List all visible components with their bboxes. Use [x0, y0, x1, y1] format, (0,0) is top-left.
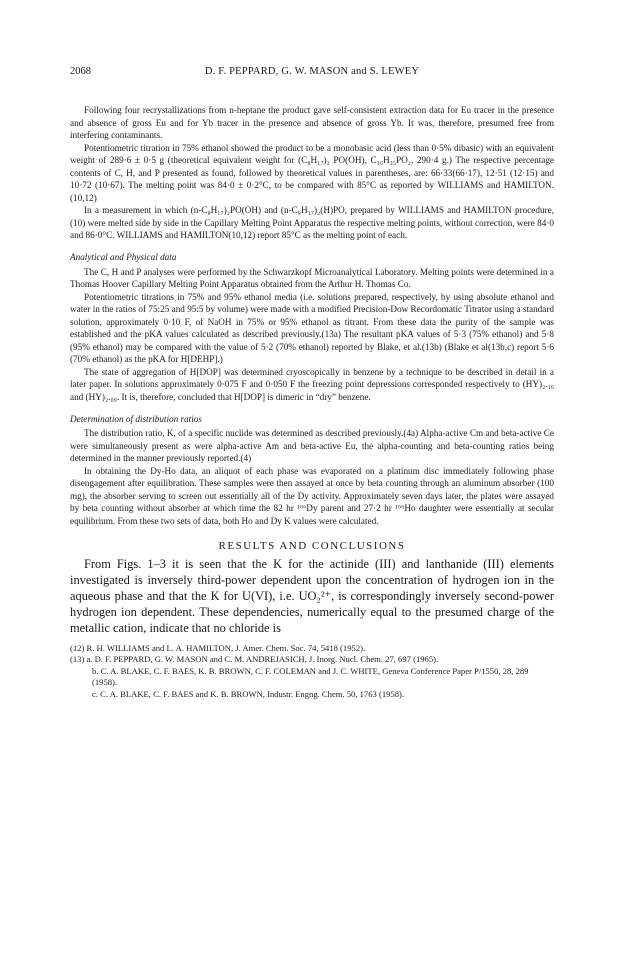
reference-item: b. C. A. BLAKE, C. F. BAES, K. B. BROWN, C. F. COLEMAN and J. C. WHITE, Geneva Conference Paper P/1550, 28, 289 (1958).	[92, 665, 529, 688]
reference-item: (12) R. H. WILLIAMS and L. A. HAMILTON, J. Amer. Chem. Soc. 74, 5418 (1952).	[70, 642, 366, 653]
section-heading: RESULTS AND CONCLUSIONS	[218, 539, 406, 552]
paragraph: Potentiometric titrations in 75% and 95% ethanol media (i.e. solutions prepared, respectively, by using absolute ethanol and water in the ratios of 75:25 and 95:5 by volume) were made with a modified Precision-Dow Recordomatic Titrator using a standard solution, approximately 0·10 F, of NaOH in 75% or 95% ethanol as titrant. From these data the purity of the sample was established and the pKA values calculated as described previously.(13a) The resultant pKA values of 5·3 (75% ethanol) and 5·8 (95% ethanol) may be compared with the value of 5·2 (70% ethanol) reported by Blake, et al.(13b) (Blake et al(13b,c) report 5·6 (70% ethanol) as the pKA for H[DEHP].)	[70, 291, 554, 365]
paragraph: In obtaining the Dy-Ho data, an aliquot of each phase was evaporated on a platinum disc immediately following phase disengagement after equilibration. These samples were then assayed at once by beta counting through an aluminum absorber (100 mg), the absorber serving to screen out essentially all of the Dy activity. Approximately seven days later, the plates were assayed by beta counting without absorber at which time the 82 hr ¹⁶⁶Dy parent and 27·2 hr ¹⁶⁶Ho daughter were essentially at secular equilibrium. From these two sets of data, both Ho and Dy K values were calculated.	[70, 465, 554, 526]
reference-item: (13) a. D. F. PEPPARD, G. W. MASON and C. M. ANDREJASICH, J. Inorg. Nucl. Chem. 27, 697 (1965).	[70, 654, 439, 665]
paragraph: In a measurement in which (n-C₈H₁₇)₂PO(OH) and (n-C₈H₁₇)₂(H)PO, prepared by WILLIAMS and HAMILTON procedure,(10) were melted side by side in the Capillary Melting Point Apparatus the respective melting points, without correction, were 84·0 and 86·0°C. WILLIAMS and HAMILTON(10,12) report 85°C as the melting point of each.	[70, 205, 554, 241]
running-header	[70, 66, 554, 82]
page-number: 2068	[70, 66, 91, 77]
paragraph: The state of aggregation of H[DOP] was determined cryoscopically in benzene by a technique to be described in detail in a later paper. In solutions approximately 0·075 F and 0·050 F the freezing point depressions corresponded respectively to (HY)₂.₁₆ and (HY)₂.₀₉. It is, therefore, concluded that H[DOP] is dimeric in “dry” benzene.	[70, 366, 554, 403]
paragraph: Following four recrystallizations from n-heptane the product gave self-consistent extraction data for Eu tracer in the presence and absence of gross Eu and for Yb tracer in the presence and absence of gross Yb. It was, therefore, presumed free from interfering contaminants.	[70, 105, 554, 141]
paragraph: The distribution ratio, K, of a specific nuclide was determined as described previously.(4a) Alpha-active Cm and beta-active Ce were simultaneously present as were alpha-active Am and beta-active Eu, the alpha-counting and beta-counting ratios being determined in the manner previously reported.(4)	[70, 428, 554, 464]
footnote-references	[70, 643, 554, 701]
paragraph: Potentiometric titration in 75% ethanol showed the product to be a monobasic acid (less than 0·5% dibasic) with an equivalent weight of 289·6 ± 0·5 g (theoretical equivalent weight for (C₈H₁₇)₂ PO(OH), C₁₆H₃₅PO₂, 290·4 g.) The respective percentage contents of C, H, and P presented as found, followed by theoretical values in parentheses, are: 66·33(66·17), 12·51 (12·15) and 10·72 (10·67). The melting point was 84·0 ± 0·2°C, to be compared with 85°C as reported by WILLIAMS and HAMILTON.(10,12)	[70, 142, 554, 203]
subsection-heading: Determination of distribution ratios	[70, 413, 202, 424]
reference-item: c. C. A. BLAKE, C. F. BAES and K. B. BROWN, Industr. Engng. Chem. 50, 1763 (1958).	[92, 688, 405, 699]
paragraph: From Figs. 1–3 it is seen that the K for the actinide (III) and lanthanide (III) elements investigated is inversely third-power dependent upon the concentration of hydrogen ion in the aqueous phase and that the K for U(VI), i.e. UO₂²⁺, is correspondingly inversely second-power hydrogen ion dependent. These dependencies, numerically equal to the presumed charge of the metallic cation, indicate that no chloride is	[70, 556, 554, 636]
running-header-authors: D. F. PEPPARD, G. W. MASON and S. LEWEY	[204, 66, 420, 77]
subsection-heading: Analytical and Physical data	[70, 252, 177, 263]
article-body	[70, 104, 554, 700]
paragraph: The C, H and P analyses were performed by the Schwarzkopf Microanalytical Laboratory. Melting points were determined in a Thomas Hoover Capillary Melting Point Apparatus obtained from the Arthur H. Thomas Co.	[70, 266, 554, 290]
